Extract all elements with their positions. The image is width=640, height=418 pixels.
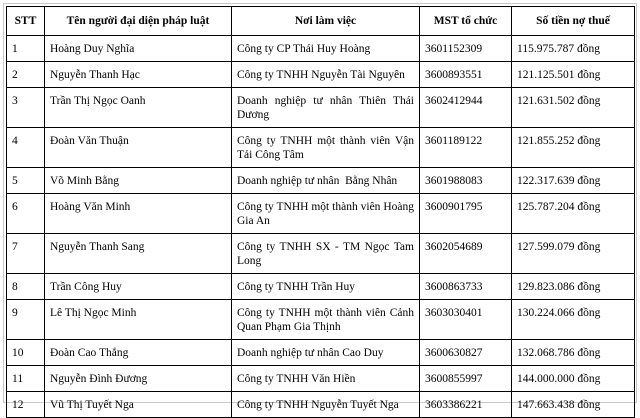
table-row [7,366,635,392]
cell-name: Hoàng Duy Nghĩa [45,36,232,62]
cell-amount: 125.787.204 đồng [512,194,635,234]
table-row [7,62,635,88]
header-stt: STT [7,7,45,36]
cell-mst: 3600630827 [420,340,512,366]
header-name: Tên người đại diện pháp luật [45,7,232,36]
cell-stt: 11 [7,366,45,392]
table-row [7,234,635,274]
cell-mst: 3600855997 [420,366,512,392]
cell-workplace: Công ty TNHH Nguyễn Tuyết Nga [232,392,420,418]
cell-stt: 7 [7,234,45,274]
table-row [7,88,635,128]
table-row [7,168,635,194]
cell-workplace: Công ty TNHH SX - TM Ngọc Tam Long [232,234,420,274]
table-row [7,392,635,418]
cell-amount: 144.000.000 đồng [512,366,635,392]
cell-stt: 9 [7,300,45,340]
cell-workplace: Công ty TNHH một thành viên Hoàng Gia An [232,194,420,234]
table-row [7,128,635,168]
cell-workplace: Doanh nghiệp tư nhân Bằng Nhân [232,168,420,194]
cell-mst: 3601988083 [420,168,512,194]
cell-name: Nguyễn Thanh Hạc [45,62,232,88]
cell-workplace: Công ty TNHH một thành viên Cảnh Quan Phạm Gia Thịnh [232,300,420,340]
cell-amount: 115.975.787 đồng [512,36,635,62]
table-header-row [7,7,635,36]
table-row [7,340,635,366]
cell-mst: 3601152309 [420,36,512,62]
cell-name: Nguyễn Thanh Sang [45,234,232,274]
cell-amount: 122.317.639 đồng [512,168,635,194]
cell-stt: 1 [7,36,45,62]
tax-debt-table [6,6,635,418]
cell-name: Hoàng Văn Minh [45,194,232,234]
cell-mst: 3600901795 [420,194,512,234]
cell-workplace: Công ty TNHH Nguyễn Tài Nguyên [232,62,420,88]
table-row [7,194,635,234]
cell-name: Nguyễn Đình Đương [45,366,232,392]
cell-amount: 147.663.438 đồng [512,392,635,418]
cell-stt: 6 [7,194,45,234]
cell-workplace: Công ty TNHH Văn Hiền [232,366,420,392]
cell-mst: 3600863733 [420,274,512,300]
cell-stt: 8 [7,274,45,300]
cell-mst: 3601189122 [420,128,512,168]
cell-amount: 132.068.786 đồng [512,340,635,366]
header-amount: Số tiền nợ thuế [512,7,635,36]
cell-workplace: Doanh nghiệp tư nhân Thiên Thái Dương [232,88,420,128]
cell-stt: 5 [7,168,45,194]
cell-name: Trần Thị Ngọc Oanh [45,88,232,128]
cell-name: Lê Thị Ngọc Minh [45,300,232,340]
cell-name: Vũ Thị Tuyết Nga [45,392,232,418]
cell-amount: 121.855.252 đồng [512,128,635,168]
cell-name: Võ Minh Bằng [45,168,232,194]
cell-stt: 10 [7,340,45,366]
cell-workplace: Công ty CP Thái Huy Hoàng [232,36,420,62]
cell-stt: 4 [7,128,45,168]
cell-amount: 127.599.079 đồng [512,234,635,274]
cell-mst: 3600893551 [420,62,512,88]
cell-name: Trần Công Huy [45,274,232,300]
cell-mst: 3602412944 [420,88,512,128]
cell-name: Đoàn Văn Thuận [45,128,232,168]
cell-amount: 121.125.501 đồng [512,62,635,88]
cell-mst: 3602054689 [420,234,512,274]
cell-workplace: Doanh nghiệp tư nhân Cao Duy [232,340,420,366]
header-mst: MST tổ chức [420,7,512,36]
cell-mst: 3603030401 [420,300,512,340]
cell-mst: 3603386221 [420,392,512,418]
table-row [7,274,635,300]
cell-name: Đoàn Cao Thắng [45,340,232,366]
cell-amount: 121.631.502 đồng [512,88,635,128]
cell-workplace: Công ty TNHH Trần Huy [232,274,420,300]
table-row [7,36,635,62]
cell-amount: 129.823.086 đồng [512,274,635,300]
cell-amount: 130.224.066 đồng [512,300,635,340]
table-row [7,300,635,340]
cell-stt: 3 [7,88,45,128]
cell-stt: 2 [7,62,45,88]
header-workplace: Nơi làm việc [232,7,420,36]
cell-workplace: Công ty TNHH một thành viên Vận Tải Công Tâm [232,128,420,168]
cell-stt: 12 [7,392,45,418]
document-frame [3,3,637,411]
